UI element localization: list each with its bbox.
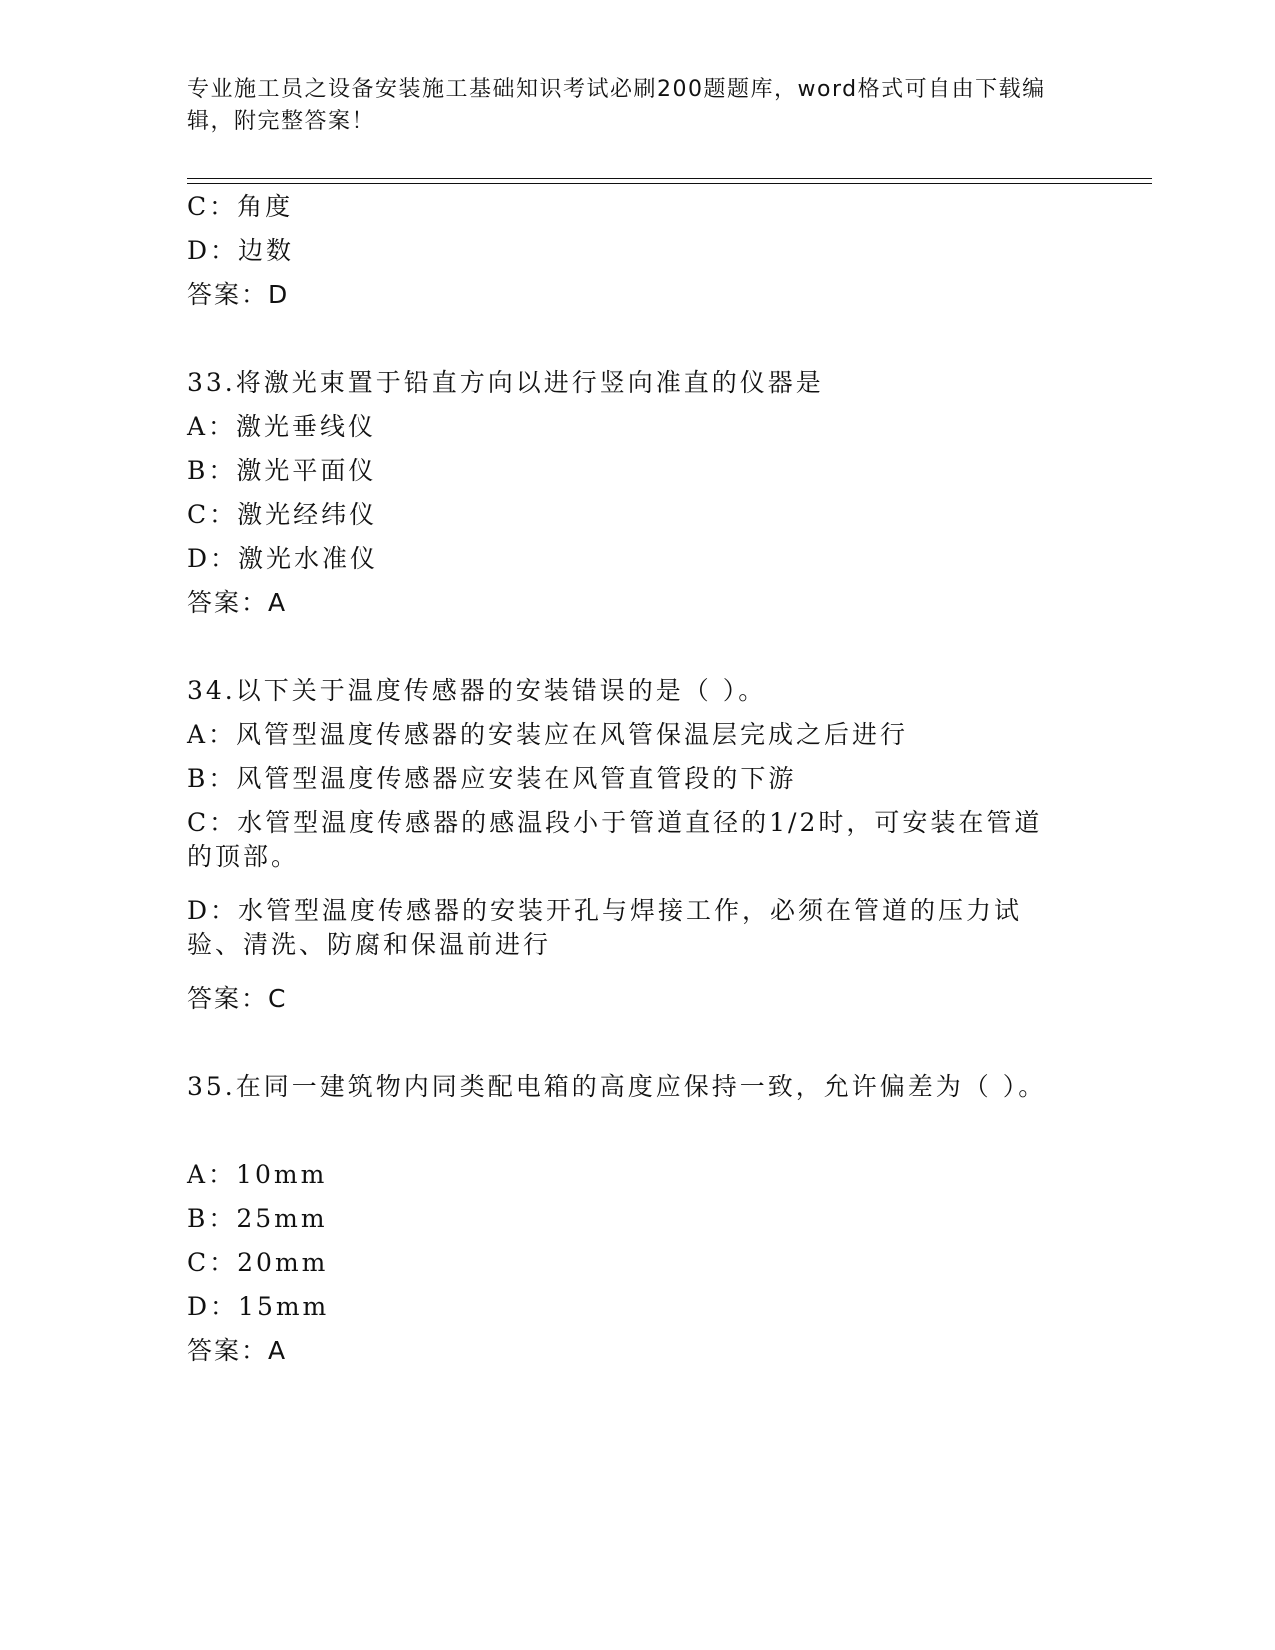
question-33-answer: 答案：A — [187, 588, 288, 617]
question-35-option-a: A：10mm — [187, 1160, 328, 1189]
question-35-option-d: D：15mm — [187, 1292, 330, 1321]
header-rule-bottom — [187, 183, 1152, 184]
question-34-option-a: A：风管型温度传感器的安装应在风管保温层完成之后进行 — [187, 720, 909, 749]
question-33-option-b: B：激光平面仪 — [187, 456, 377, 485]
question-34-option-b: B：风管型温度传感器应安装在风管直管段的下游 — [187, 764, 797, 793]
question-33-option-d: D：激光水准仪 — [187, 544, 379, 573]
question-35-option-b: B：25mm — [187, 1204, 328, 1233]
question-34-option-c: C：水管型温度传感器的感温段小于管道直径的1/2时，可安装在管道的顶部。 — [187, 808, 1043, 871]
prev-answer: 答案：D — [187, 280, 290, 309]
question-34-option-d: D：水管型温度传感器的安装开孔与焊接工作，必须在管道的压力试验、清洗、防腐和保温前进行 — [187, 896, 1023, 959]
question-35-option-c: C：20mm — [187, 1248, 329, 1277]
prev-option-c: C：角度 — [187, 192, 294, 221]
question-35-stem: 35.在同一建筑物内同类配电箱的高度应保持一致，允许偏差为（ ）。 — [187, 1072, 1047, 1101]
question-35-answer: 答案：A — [187, 1336, 288, 1365]
question-33-option-c: C：激光经纬仪 — [187, 500, 378, 529]
question-33-stem: 33.将激光束置于铅直方向以进行竖向准直的仪器是 — [187, 368, 824, 397]
question-34-answer: 答案：C — [187, 984, 288, 1013]
prev-option-d: D：边数 — [187, 236, 295, 265]
document-header: 专业施工员之设备安装施工基础知识考试必刷200题题库，word格式可自由下载编辑，附完整答案！ — [187, 77, 1046, 134]
question-33-option-a: A：激光垂线仪 — [187, 412, 377, 441]
question-34-stem: 34.以下关于温度传感器的安装错误的是（ ）。 — [187, 676, 767, 705]
header-rule-top — [187, 178, 1152, 179]
